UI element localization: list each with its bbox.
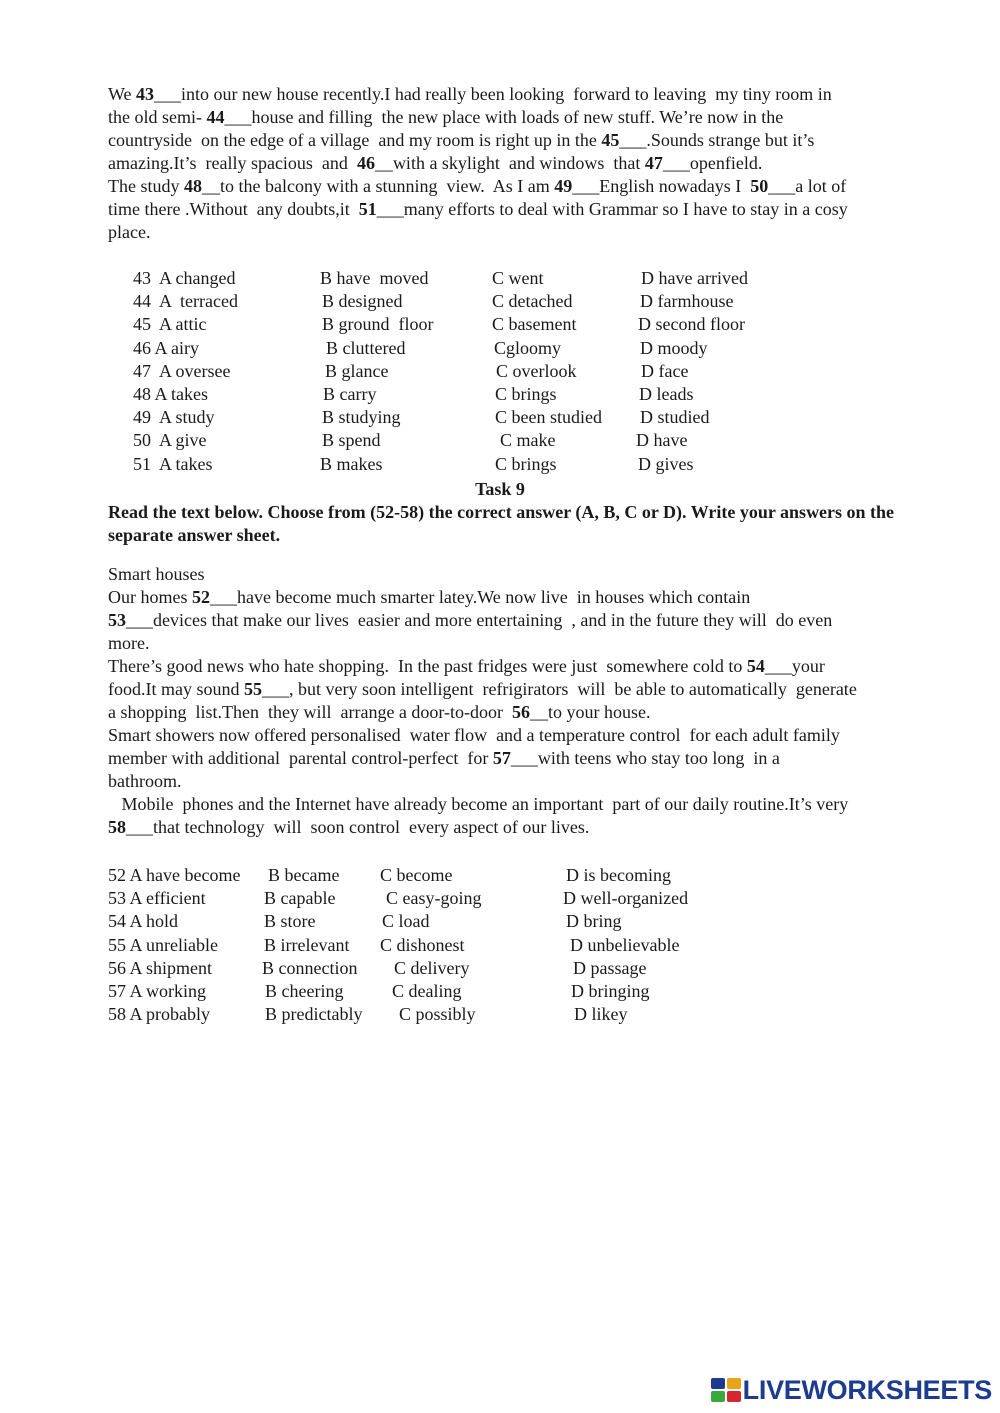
option-b: B predictably bbox=[265, 1004, 363, 1025]
passage-text: Smart showers now offered personalised water flow and a temperature control for each adult family bbox=[108, 725, 840, 745]
option-a: 56 A shipment bbox=[108, 957, 213, 978]
option-a: 45 A attic bbox=[133, 314, 207, 335]
option-d: D bringing bbox=[571, 980, 650, 1001]
passage-text: a shopping list.Then they will arrange a door-to-door bbox=[108, 702, 513, 722]
task-instruction: Read the text below. Choose from (52-58) the correct answer (A, B, C or D). Write your answers on the separate answer sheet. bbox=[108, 502, 895, 545]
option-a: 51 A takes bbox=[133, 453, 213, 474]
option-c: C went bbox=[492, 268, 544, 288]
passage-text: There’s good news who hate shopping. In the past fridges were just somewhere cold to bbox=[108, 656, 747, 676]
option-c: C become bbox=[380, 865, 453, 885]
option-d: D have arrived bbox=[641, 268, 748, 288]
passage-line bbox=[108, 221, 928, 244]
option-b: B designed bbox=[322, 291, 403, 312]
passage-line bbox=[108, 175, 928, 198]
passage-text: amazing.It’s really spacious and bbox=[108, 153, 357, 173]
option-a: 57 A working bbox=[108, 980, 207, 1001]
passage-text: ___many efforts to deal with Grammar so I have to stay in a cosy bbox=[376, 199, 848, 219]
option-b: B became bbox=[268, 865, 340, 885]
passage-line bbox=[108, 655, 928, 678]
question-number: 49 bbox=[554, 176, 573, 196]
passage-text: ___with teens who stay too long in a bbox=[510, 748, 780, 768]
option-b: B have moved bbox=[320, 268, 429, 288]
passage-text: ___have become much smarter latey.We now live in houses which contain bbox=[210, 587, 751, 607]
passage-line bbox=[108, 793, 928, 816]
option-a: 58 A probably bbox=[108, 1004, 210, 1025]
question-number: 46 bbox=[356, 153, 375, 173]
option-b: B capable bbox=[264, 888, 336, 909]
option-d: D studied bbox=[640, 407, 710, 428]
passage-2 bbox=[108, 563, 928, 839]
passage-text: more. bbox=[108, 633, 150, 653]
option-c: C brings bbox=[495, 383, 557, 404]
option-a: 49 A study bbox=[133, 407, 215, 428]
option-row bbox=[0, 290, 1000, 313]
passage-text: ___your bbox=[764, 656, 825, 676]
option-c: C dealing bbox=[392, 980, 462, 1001]
option-row bbox=[0, 1003, 1000, 1026]
passage-text: member with additional parental control-perfect for bbox=[108, 748, 493, 768]
option-a: 46 A airy bbox=[133, 337, 199, 358]
option-row bbox=[0, 453, 1000, 476]
option-c: C possibly bbox=[399, 1004, 476, 1025]
option-c: C load bbox=[382, 911, 430, 932]
option-row bbox=[0, 910, 1000, 933]
option-c: C delivery bbox=[394, 957, 470, 978]
option-a: 52 A have become bbox=[108, 865, 241, 885]
question-number: 51 bbox=[358, 199, 377, 219]
option-row bbox=[0, 429, 1000, 452]
option-row bbox=[0, 980, 1000, 1003]
passage-text: ___that technology will soon control every aspect of our lives. bbox=[126, 817, 590, 837]
option-row bbox=[0, 887, 1000, 910]
passage-line bbox=[108, 678, 928, 701]
passage-text: __to your house. bbox=[530, 702, 651, 722]
option-c: C detached bbox=[492, 291, 573, 312]
question-number: 48 bbox=[184, 176, 202, 196]
passage-text: ___house and filling the new place with loads of new stuff. We’re now in the bbox=[224, 107, 784, 127]
passage-line bbox=[108, 586, 928, 609]
option-b: B connection bbox=[262, 957, 358, 978]
passage-line bbox=[108, 563, 928, 586]
passage-text: ___.Sounds strange but it’s bbox=[619, 130, 815, 150]
passage-line bbox=[108, 724, 928, 747]
option-a: 47 A oversee bbox=[133, 360, 231, 381]
passage-text: The study bbox=[108, 176, 184, 196]
option-d: D moody bbox=[640, 337, 708, 358]
option-b: B spend bbox=[322, 430, 381, 451]
passage-text: ___, but very soon intelligent refrigirators will be able to automatically generate bbox=[261, 679, 857, 699]
passage-line bbox=[108, 83, 928, 106]
option-d: D second floor bbox=[638, 314, 745, 335]
question-number: 44 bbox=[206, 107, 225, 127]
logo-square bbox=[711, 1378, 725, 1389]
logo-text: LIVEWORKSHEETS bbox=[742, 1374, 992, 1405]
option-d: D likey bbox=[574, 1004, 628, 1025]
passage-line bbox=[108, 129, 928, 152]
question-number: 50 bbox=[750, 176, 769, 196]
option-b: B ground floor bbox=[322, 314, 434, 335]
passage-line bbox=[108, 816, 928, 839]
passage-line bbox=[108, 152, 928, 175]
option-d: D bring bbox=[566, 911, 622, 932]
passage-text: __with a skylight and windows that bbox=[374, 153, 645, 173]
passage-text: time there .Without any doubts,it bbox=[108, 199, 359, 219]
option-a: 54 A hold bbox=[108, 911, 179, 932]
passage-text: ___a lot of bbox=[768, 176, 847, 196]
option-c: C basement bbox=[492, 314, 577, 335]
passage-1 bbox=[108, 83, 928, 244]
option-d: D well-organized bbox=[563, 888, 689, 909]
passage-text: Mobile phones and the Internet have already become an important part of our daily routine.It’s very bbox=[108, 794, 849, 814]
option-b: B irrelevant bbox=[264, 934, 350, 955]
option-d: D is becoming bbox=[566, 865, 671, 885]
option-b: B store bbox=[264, 911, 316, 932]
passage-text: bathroom. bbox=[108, 771, 182, 791]
question-number: 52 bbox=[192, 587, 210, 607]
passage-text: We bbox=[108, 84, 137, 104]
option-d: D gives bbox=[638, 453, 694, 474]
option-row bbox=[0, 406, 1000, 429]
options-table-2 bbox=[0, 864, 1000, 1026]
passage-line bbox=[108, 198, 928, 221]
option-b: B glance bbox=[325, 360, 389, 381]
option-c: C overlook bbox=[496, 360, 577, 381]
option-c: C brings bbox=[495, 453, 557, 474]
option-c: C dishonest bbox=[380, 934, 465, 955]
option-row bbox=[0, 313, 1000, 336]
option-b: B studying bbox=[322, 407, 401, 428]
passage-line bbox=[108, 770, 928, 793]
passage-text: place. bbox=[108, 222, 151, 242]
option-d: D unbelievable bbox=[570, 934, 680, 955]
passage-line bbox=[108, 609, 928, 632]
question-number: 58 bbox=[108, 817, 126, 837]
option-a: 53 A efficient bbox=[108, 888, 206, 909]
question-number: 43 bbox=[136, 84, 155, 104]
passage-text: food.It may sound bbox=[108, 679, 244, 699]
option-a: 50 A give bbox=[133, 430, 207, 451]
option-d: D have bbox=[636, 430, 688, 451]
option-row bbox=[0, 957, 1000, 980]
option-row bbox=[0, 383, 1000, 406]
passage-text: ___English nowadays I bbox=[572, 176, 751, 196]
option-row bbox=[0, 864, 1000, 887]
option-a: 44 A terraced bbox=[133, 291, 238, 312]
question-number: 57 bbox=[492, 748, 511, 768]
option-row bbox=[0, 360, 1000, 383]
question-number: 56 bbox=[512, 702, 531, 722]
passage-text: countryside on the edge of a village and my room is right up in the bbox=[108, 130, 602, 150]
option-a: 48 A takes bbox=[133, 383, 208, 404]
option-a: 43 A changed bbox=[133, 268, 236, 288]
option-row bbox=[0, 934, 1000, 957]
question-number: 47 bbox=[644, 153, 663, 173]
option-c: Cgloomy bbox=[494, 337, 562, 358]
option-d: D face bbox=[641, 360, 689, 381]
option-c: C make bbox=[500, 430, 556, 451]
logo-square bbox=[727, 1391, 741, 1402]
passage-text: ___devices that make our lives easier and more entertaining , and in the future they will do even bbox=[126, 610, 833, 630]
liveworksheets-logo-icon bbox=[711, 1378, 741, 1402]
logo-square bbox=[711, 1391, 725, 1402]
option-d: D leads bbox=[639, 383, 694, 404]
logo-square bbox=[727, 1378, 741, 1389]
liveworksheets-logo bbox=[711, 1375, 992, 1405]
option-b: B carry bbox=[323, 383, 377, 404]
passage-text: ___openfield. bbox=[662, 153, 763, 173]
option-c: C been studied bbox=[495, 407, 602, 428]
passage-line bbox=[108, 747, 928, 770]
question-number: 53 bbox=[108, 610, 126, 630]
options-table-1 bbox=[0, 267, 1000, 476]
passage-line bbox=[108, 106, 928, 129]
option-d: D passage bbox=[573, 957, 647, 978]
question-number: 45 bbox=[601, 130, 620, 150]
option-b: B cluttered bbox=[326, 337, 406, 358]
option-d: D farmhouse bbox=[640, 291, 734, 312]
question-number: 55 bbox=[243, 679, 262, 699]
option-b: B makes bbox=[320, 453, 383, 474]
option-a: 55 A unreliable bbox=[108, 934, 218, 955]
option-b: B cheering bbox=[265, 980, 344, 1001]
passage-text: Smart houses bbox=[108, 564, 205, 584]
passage-text: ___into our new house recently.I had really been looking forward to leaving my tiny room in bbox=[154, 84, 832, 104]
option-c: C easy-going bbox=[386, 888, 482, 909]
option-row bbox=[0, 267, 1000, 290]
passage-text: __to the balcony with a stunning view. As I am bbox=[202, 176, 555, 196]
question-number: 54 bbox=[746, 656, 765, 676]
option-row bbox=[0, 337, 1000, 360]
passage-line bbox=[108, 632, 928, 655]
passage-line bbox=[108, 701, 928, 724]
task-title: Task 9 bbox=[475, 479, 525, 499]
passage-text: the old semi- bbox=[108, 107, 207, 127]
passage-text: Our homes bbox=[108, 587, 192, 607]
